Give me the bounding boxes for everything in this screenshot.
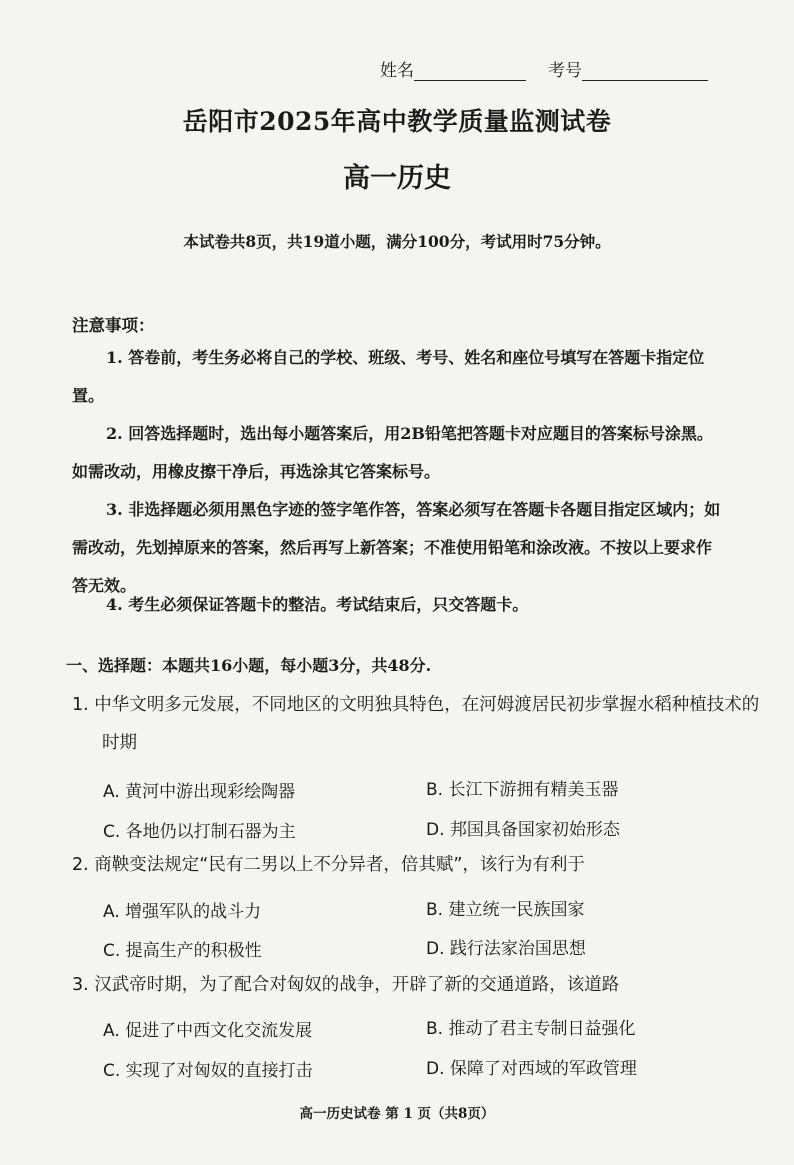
question-option: D. 保障了对西域的军政管理 [426, 1059, 637, 1079]
name-label: 姓名 [380, 61, 414, 81]
question-stem: 1. 中华文明多元发展，不同地区的文明独具特色，在河姆渡居民初步掌握水稻种植技术的时期 [72, 695, 760, 753]
question-option: C. 各地仍以打制石器为主 [103, 822, 296, 842]
candidate-info-line [380, 56, 708, 81]
question-option: D. 邦国具备国家初始形态 [426, 820, 620, 840]
exam-summary: 本试卷共8页，共19道小题，满分100分，考试用时75分钟。 [183, 232, 611, 251]
question-option: A. 黄河中游出现彩绘陶器 [103, 782, 296, 802]
question-option: A. 增强军队的战斗力 [103, 902, 262, 922]
notice-heading: 注意事项： [72, 316, 155, 335]
exam-title: 岳阳市2025年高中教学质量监测试卷 [182, 107, 612, 136]
page-footer: 高一历史试卷 第 1 页（共8页） [299, 1106, 495, 1122]
notice-item: 2. 回答选择题时，选出每小题答案后，用2B铅笔把答题卡对应题目的答案标号涂黑。如需改动，用橡皮擦干净后，再选涂其它答案标号。 [72, 424, 713, 481]
question-option: B. 长江下游拥有精美玉器 [426, 780, 619, 800]
exam-subtitle: 高一历史 [343, 163, 451, 194]
notice-item: 3. 非选择题必须用黑色字迹的签字笔作答，答案必须写在答题卡各题目指定区域内；如需改动，先划掉原来的答案，然后再写上新答案；不准使用铅笔和涂改液。不按以上要求作答无效。 [72, 500, 721, 595]
section-heading: 一、选择题：本题共16小题，每小题3分，共48分. [66, 656, 432, 675]
question-option: C. 实现了对匈奴的直接打击 [103, 1061, 313, 1081]
id-blank [582, 62, 708, 81]
question-stem: 3. 汉武帝时期，为了配合对匈奴的战争，开辟了新的交通道路，该道路 [72, 975, 620, 995]
question-stem: 2. 商鞅变法规定“民有二男以上不分异者，倍其赋”，该行为有利于 [72, 855, 585, 875]
notice-item: 4. 考生必须保证答题卡的整洁。考试结束后，只交答题卡。 [106, 595, 529, 614]
question-option: B. 推动了君主专制日益强化 [426, 1019, 636, 1039]
notice-item: 1. 答卷前，考生务必将自己的学校、班级、考号、姓名和座位号填写在答题卡指定位置。 [72, 348, 705, 405]
question-option: D. 践行法家治国思想 [426, 939, 586, 959]
question-option: C. 提高生产的积极性 [103, 941, 262, 961]
question-option: A. 促进了中西文化交流发展 [103, 1021, 313, 1041]
question-option: B. 建立统一民族国家 [426, 900, 585, 920]
id-label: 考号 [548, 61, 582, 81]
name-blank [414, 62, 526, 81]
